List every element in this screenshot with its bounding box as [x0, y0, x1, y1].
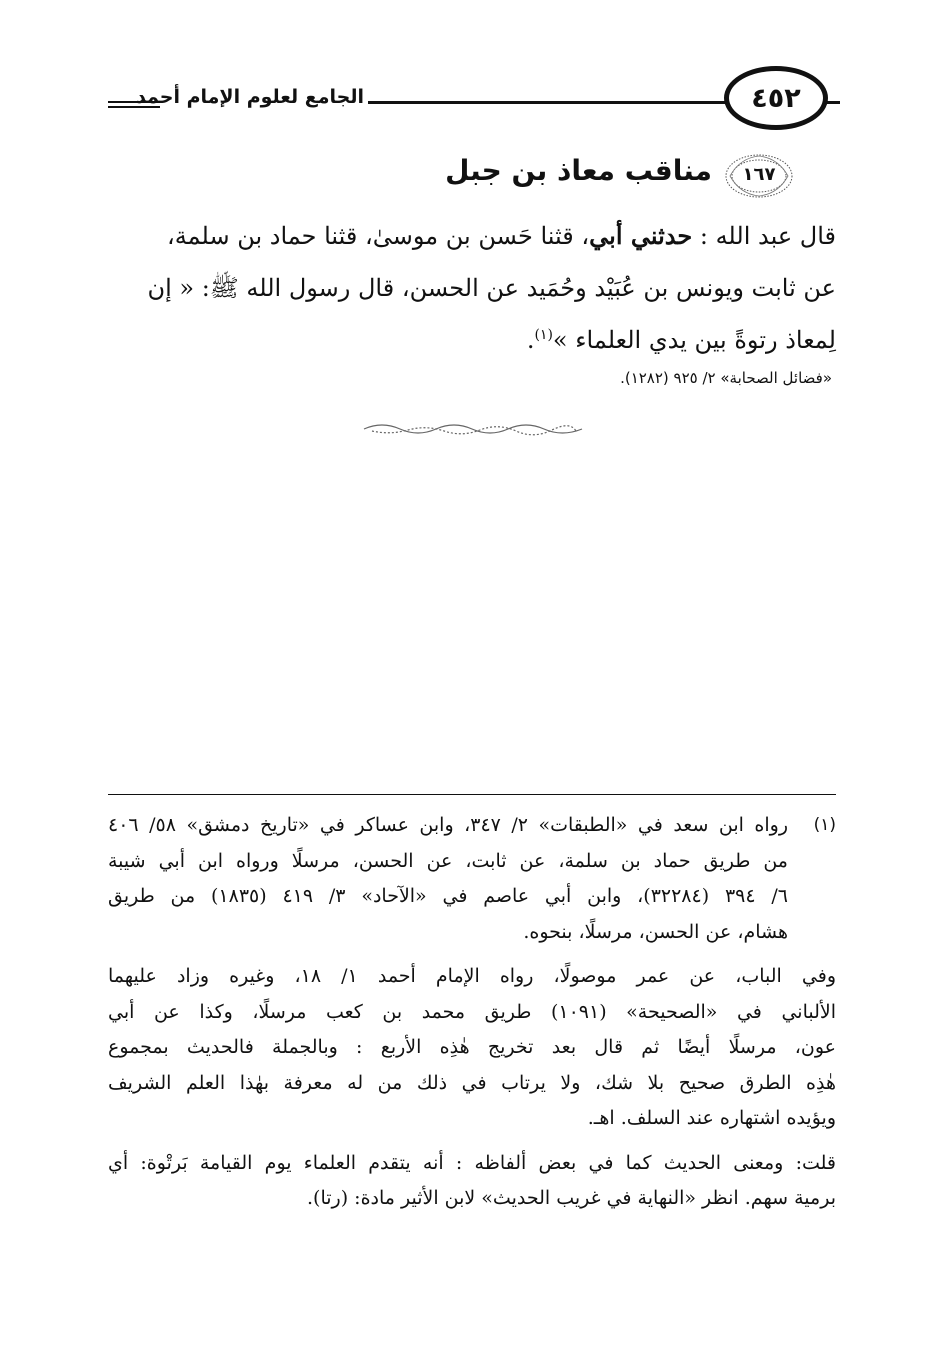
footnote-line: ويؤيده اشتهاره عند السلف. اهـ.: [587, 1107, 836, 1129]
section-number-badge: [722, 152, 796, 200]
footnotes: [108, 808, 836, 1226]
footnote-line: برمية سهم. انظر «النهاية في غريب الحديث» لابن الأثير مادة: (رتا).: [307, 1187, 836, 1209]
footnote-separator: [108, 794, 836, 795]
footnote-line: رواه ابن سعد في «الطبقات» ٢/ ٣٤٧، وابن عساكر في «تاريخ دمشق» ٥٨/ ٤٠٦: [108, 814, 788, 836]
footnote-reference[interactable]: (١): [534, 327, 553, 343]
hadith-line: [108, 210, 836, 262]
hadith-line: [108, 262, 836, 314]
footnote-line: الألباني في «الصحيحة» (١٠٩١) طريق محمد بن كعب مرسلًا، وكذا عن أبي: [108, 1000, 837, 1023]
section-title: مناقب معاذ بن جبل: [445, 154, 712, 187]
page-number: ٤٥٢: [724, 66, 828, 130]
ornament-divider-icon: [362, 419, 584, 437]
footnote-line: وفي الباب، عن عمر موصولًا، رواه الإمام أحمد ١/ ١٨، وغيره وزاد عليهما: [108, 965, 837, 987]
footnote-paragraph: [108, 808, 788, 950]
footnote-paragraph: [108, 959, 836, 1137]
footnote-paragraph: [108, 1146, 836, 1217]
footnote-line: من طريق حماد بن سلمة، عن ثابت، عن الحسن، مرسلًا ورواه ابن أبي شيبة: [108, 849, 788, 872]
hadith-text: [108, 210, 836, 366]
header-rule-middle: [368, 101, 726, 104]
narration-chain-continued: عن ثابت ويونس بن عُبَيْد وحُمَيد عن الحسن، قال رسول الله ﷺ: « إن: [147, 274, 836, 302]
footnote-line: ٦/ ٣٩٤ (٣٢٢٨٤)، وابن أبي عاصم في «الآحاد» ٣/ ٤١٩ (١٨٣٥) من طريق: [108, 885, 788, 907]
footnote-line: قلت: ومعنى الحديث كما في بعض ألفاظه : أنه يتقدم العلماء يوم القيامة بَرتْوة: أي: [108, 1151, 836, 1174]
footnote-line: هٰذِه الطرق صحيح بلا شك، ولا يرتاب في ذلك من له معرفة بهٰذا العلم الشريف: [108, 1071, 836, 1094]
narration-bold: حدثني أبي: [589, 221, 693, 250]
narration-chain: ، قثنا حَسن بن موسىٰ، قثنا حماد بن سلمة،: [167, 222, 590, 250]
running-header-title: الجامع لعلوم الإمام أحمد: [136, 86, 364, 108]
footnote-body: [108, 808, 837, 1217]
footnote-marker: (١): [813, 815, 836, 835]
footnote-line: عون، مرسلًا أيضًا ثم قال بعد تخريج هٰذِه الأربع : وبالجملة فالحديث بمجموع: [108, 1036, 836, 1058]
hadith-line: [108, 314, 836, 366]
narration-intro: قال عبد الله :: [692, 222, 836, 250]
header-rule-right: [826, 101, 840, 104]
hadith-end-punct: .: [526, 326, 535, 354]
footnote-line: هشام، عن الحسن، مرسلًا، بنحوه.: [523, 920, 788, 943]
section-number: ١٦٧: [742, 164, 776, 185]
source-citation: «فضائل الصحابة» ٢/ ٩٢٥ (١٢٨٢).: [620, 369, 832, 387]
hadith-matn: لِمعاذ رتوةً بين يدي العلماء »: [552, 326, 836, 354]
